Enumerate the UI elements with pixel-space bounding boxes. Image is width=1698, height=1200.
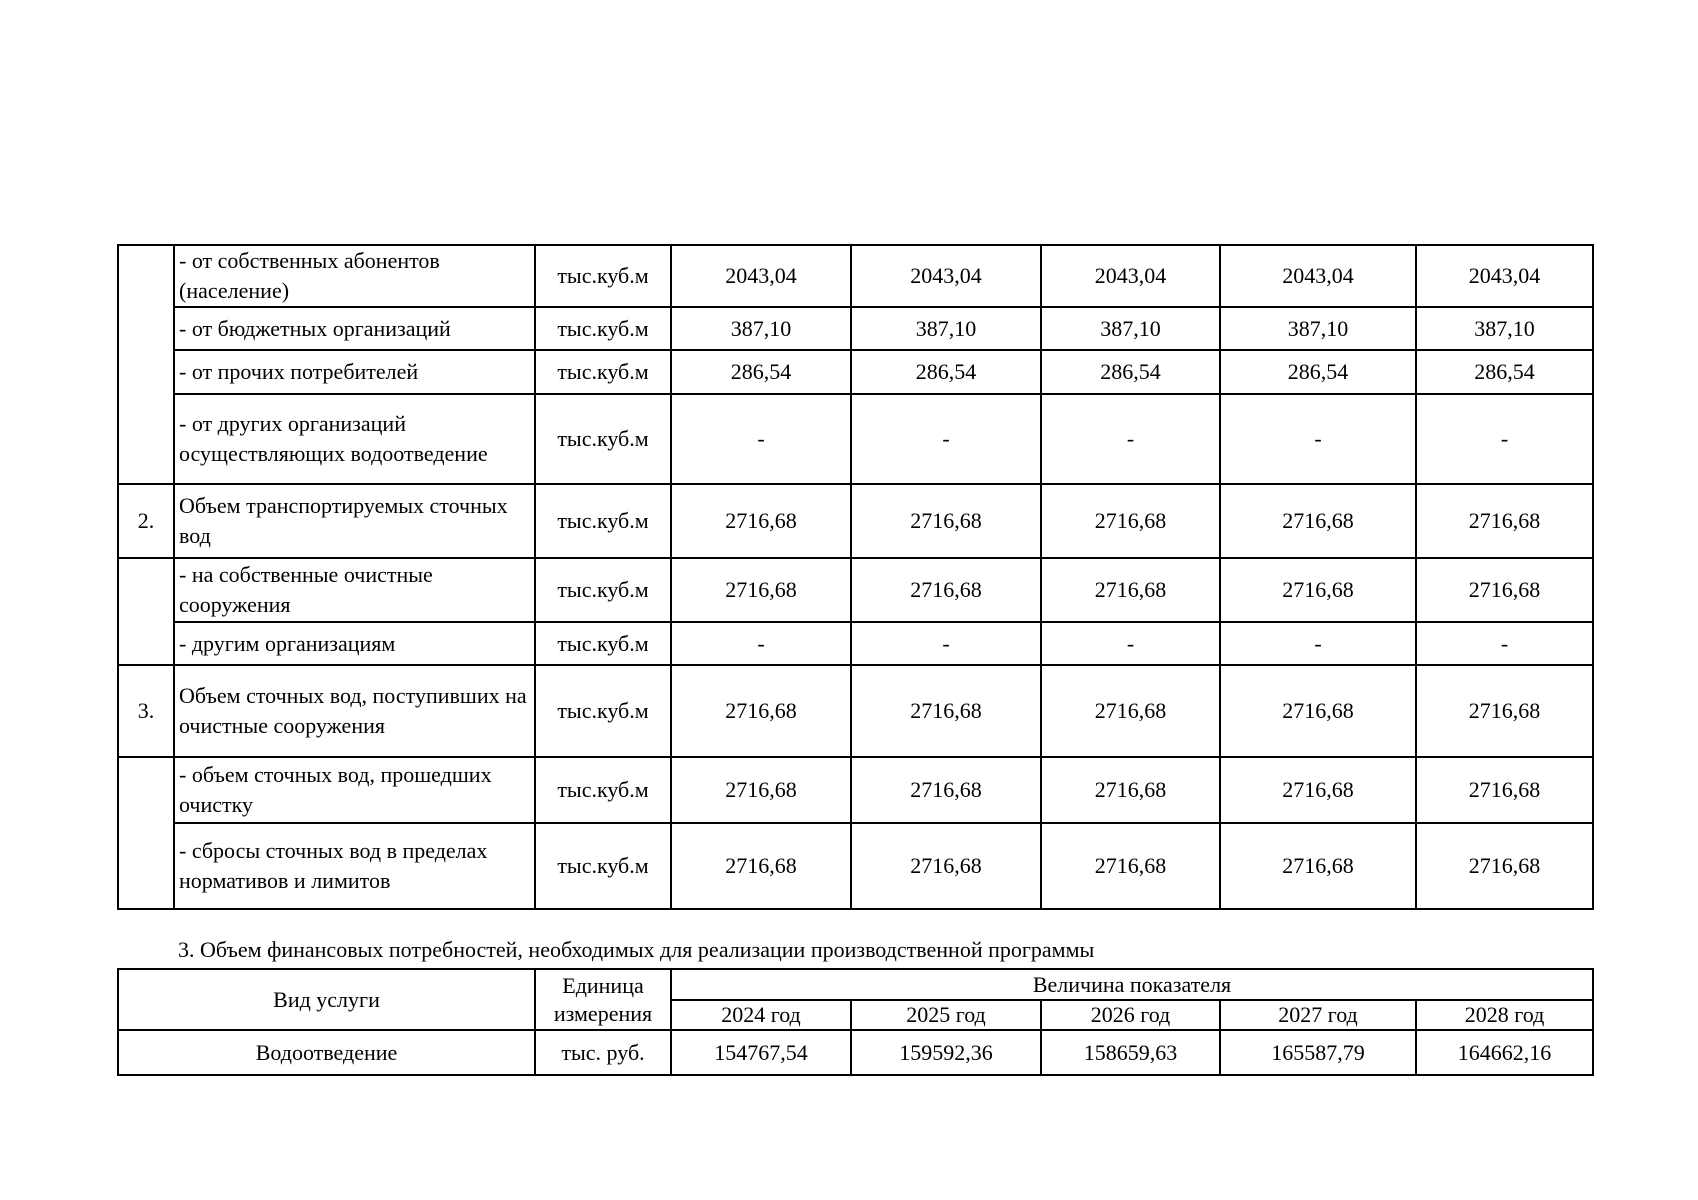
value-cell: - <box>671 394 851 484</box>
value-cell: 2716,68 <box>1041 558 1220 622</box>
value-cell: 154767,54 <box>671 1030 851 1075</box>
value-cell: 2716,68 <box>851 665 1041 757</box>
value-cell: 2716,68 <box>1041 484 1220 558</box>
value-cell: 2716,68 <box>1041 823 1220 909</box>
year-header: 2025 год <box>851 1000 1041 1030</box>
value-cell: 387,10 <box>671 307 851 350</box>
row-label: - сбросы сточных вод в пределах нормативов и лимитов <box>174 823 535 909</box>
value-cell: 2716,68 <box>1041 665 1220 757</box>
financial-needs-table <box>117 968 1594 1076</box>
value-cell: 2716,68 <box>1041 757 1220 823</box>
unit-header: Единица измерения <box>535 969 671 1030</box>
value-cell: - <box>851 622 1041 665</box>
table-row <box>118 622 1593 665</box>
table-row <box>118 484 1593 558</box>
section-title: 3. Объем финансовых потребностей, необходимых для реализации производственной программы <box>178 937 1095 962</box>
table-row <box>118 558 1593 622</box>
value-cell: 159592,36 <box>851 1030 1041 1075</box>
value-cell: 2716,68 <box>1416 757 1593 823</box>
value-cell: 2043,04 <box>851 245 1041 307</box>
value-cell: 387,10 <box>851 307 1041 350</box>
indicator-header: Величина показателя <box>671 969 1593 1000</box>
table-row <box>118 665 1593 757</box>
row-unit: тыс.куб.м <box>535 823 671 909</box>
value-cell: 286,54 <box>671 350 851 394</box>
value-cell: 165587,79 <box>1220 1030 1416 1075</box>
row-unit: тыс.куб.м <box>535 558 671 622</box>
value-cell: 2716,68 <box>1416 484 1593 558</box>
table-row <box>118 394 1593 484</box>
value-cell: 2043,04 <box>1416 245 1593 307</box>
row-unit: тыс.куб.м <box>535 350 671 394</box>
volume-table <box>117 244 1594 910</box>
header-row <box>118 969 1593 1000</box>
row-label: - от собственных абонентов (население) <box>174 245 535 307</box>
row-number: 3. <box>118 665 174 757</box>
row-unit: тыс.куб.м <box>535 665 671 757</box>
row-unit: тыс.куб.м <box>535 757 671 823</box>
row-label: - от бюджетных организаций <box>174 307 535 350</box>
value-cell: 286,54 <box>1416 350 1593 394</box>
value-cell: 387,10 <box>1041 307 1220 350</box>
value-cell: 2716,68 <box>1220 484 1416 558</box>
value-cell: 2716,68 <box>1416 823 1593 909</box>
table-row <box>118 307 1593 350</box>
year-header: 2026 год <box>1041 1000 1220 1030</box>
value-cell: - <box>671 622 851 665</box>
value-cell: 387,10 <box>1220 307 1416 350</box>
value-cell: - <box>1416 394 1593 484</box>
value-cell: 2716,68 <box>1220 757 1416 823</box>
value-cell: 2716,68 <box>671 757 851 823</box>
row-label: Объем транспортируемых сточных вод <box>174 484 535 558</box>
value-cell: 2716,68 <box>671 823 851 909</box>
row-unit: тыс.куб.м <box>535 245 671 307</box>
value-cell: 164662,16 <box>1416 1030 1593 1075</box>
value-cell: 2043,04 <box>1041 245 1220 307</box>
row-unit: тыс.куб.м <box>535 394 671 484</box>
service-header: Вид услуги <box>118 969 535 1030</box>
value-cell: 387,10 <box>1416 307 1593 350</box>
value-cell: - <box>1416 622 1593 665</box>
year-header: 2027 год <box>1220 1000 1416 1030</box>
row-number: 2. <box>118 484 174 558</box>
row-label: - на собственные очистные сооружения <box>174 558 535 622</box>
row-label: - другим организациям <box>174 622 535 665</box>
value-cell: 2716,68 <box>1220 558 1416 622</box>
value-cell: 2716,68 <box>1220 665 1416 757</box>
table-row <box>118 757 1593 823</box>
row-label: - объем сточных вод, прошедших очистку <box>174 757 535 823</box>
row-label: - от других организаций осуществляющих водоотведение <box>174 394 535 484</box>
value-cell: - <box>1041 394 1220 484</box>
value-cell: 2716,68 <box>671 558 851 622</box>
value-cell: 2716,68 <box>851 558 1041 622</box>
table-row <box>118 350 1593 394</box>
row-number <box>118 245 174 484</box>
row-label: Объем сточных вод, поступивших на очистные сооружения <box>174 665 535 757</box>
value-cell: 2716,68 <box>671 665 851 757</box>
service-cell: Водоотведение <box>118 1030 535 1075</box>
value-cell: - <box>1220 622 1416 665</box>
value-cell: 2043,04 <box>1220 245 1416 307</box>
value-cell: 286,54 <box>1041 350 1220 394</box>
value-cell: 2716,68 <box>1220 823 1416 909</box>
value-cell: - <box>1041 622 1220 665</box>
row-label: - от прочих потребителей <box>174 350 535 394</box>
value-cell: - <box>1220 394 1416 484</box>
value-cell: 286,54 <box>1220 350 1416 394</box>
year-header: 2028 год <box>1416 1000 1593 1030</box>
row-number <box>118 558 174 665</box>
value-cell: 158659,63 <box>1041 1030 1220 1075</box>
row-unit: тыс.куб.м <box>535 622 671 665</box>
row-unit: тыс.куб.м <box>535 307 671 350</box>
row-unit: тыс.куб.м <box>535 484 671 558</box>
year-header: 2024 год <box>671 1000 851 1030</box>
value-cell: 2716,68 <box>1416 558 1593 622</box>
value-cell: 2716,68 <box>851 757 1041 823</box>
value-cell: 2716,68 <box>851 823 1041 909</box>
value-cell: 2716,68 <box>851 484 1041 558</box>
table-row <box>118 245 1593 307</box>
value-cell: 2716,68 <box>671 484 851 558</box>
table-row <box>118 823 1593 909</box>
table-row <box>118 1030 1593 1075</box>
unit-cell: тыс. руб. <box>535 1030 671 1075</box>
value-cell: 2716,68 <box>1416 665 1593 757</box>
value-cell: - <box>851 394 1041 484</box>
row-number <box>118 757 174 909</box>
value-cell: 2043,04 <box>671 245 851 307</box>
value-cell: 286,54 <box>851 350 1041 394</box>
